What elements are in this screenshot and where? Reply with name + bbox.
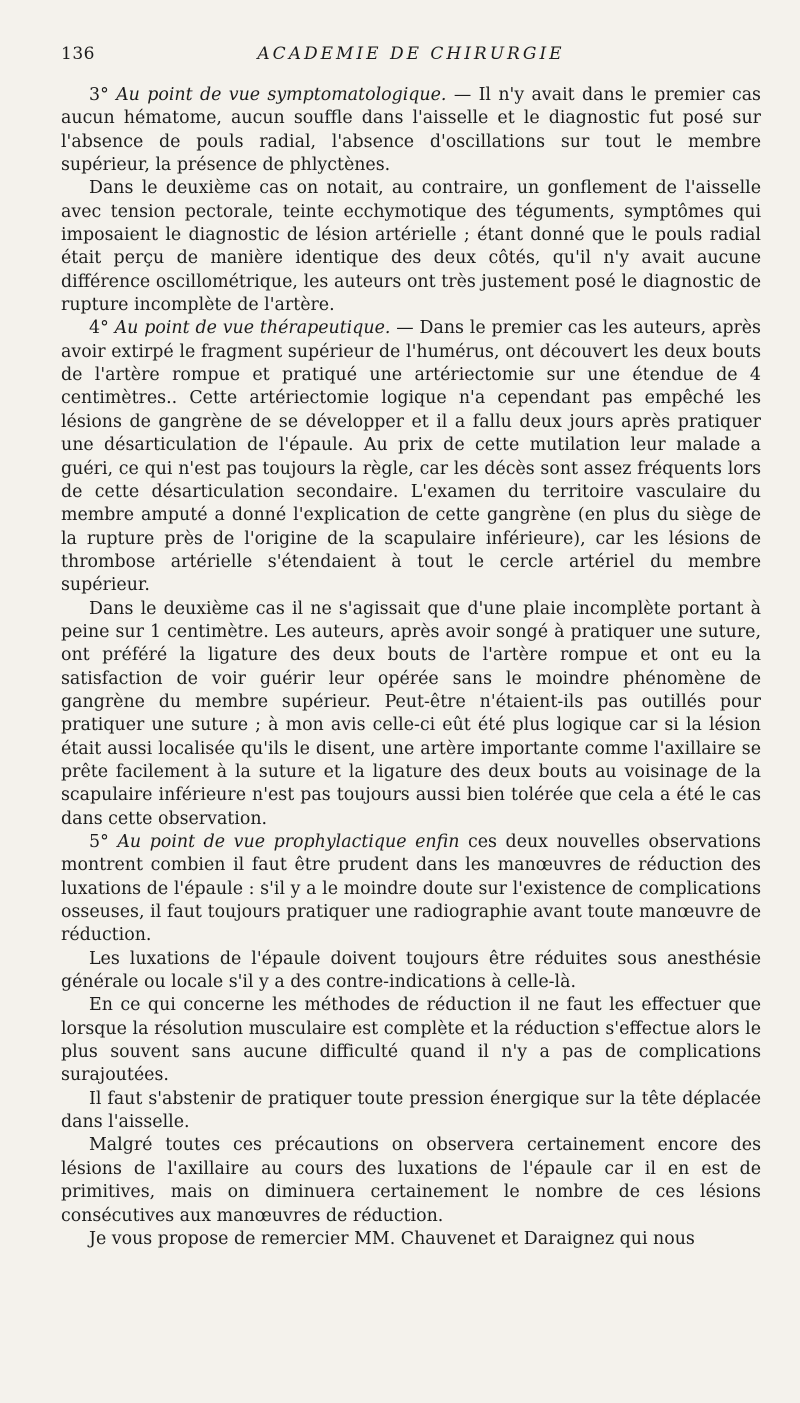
section-heading: Au point de vue symptomatologique. <box>116 85 447 105</box>
paragraph-therapeutics <box>61 317 761 597</box>
paragraph-text: Malgré toutes ces précautions on observera certainement encore des lésions de l'axillaire au cours des luxations de l'épaule car il en est de primitives, mais on diminuera certainement le nombre de ces lésions consécutives aux manœuvres de réduction. <box>61 1135 761 1226</box>
running-head <box>61 44 761 70</box>
section-heading: Au point de vue thérapeutique. <box>114 318 391 339</box>
paragraph-reduction-methods <box>61 994 761 1087</box>
paragraph-text: Il faut s'abstenir de pratiquer toute pression énergique sur la tête déplacée dans l'aisselle. <box>61 1088 761 1133</box>
section-number: 5° <box>89 832 118 852</box>
section-number: 3° <box>89 85 117 105</box>
paragraph-anesthesia <box>61 948 761 995</box>
paragraph-prophylaxis <box>61 831 761 948</box>
section-number: 4° <box>89 318 115 339</box>
paragraph-text: En ce qui concerne les méthodes de réduction il ne faut les effectuer que lorsque la résolution musculaire est complète et la réduction s'effectue alors le plus souvent sans aucune difficulté quand il n'y a pas de complications surajoutées. <box>61 995 761 1086</box>
paragraph-second-case-diagnosis <box>61 177 761 317</box>
paragraph-symptomatology <box>61 84 761 177</box>
paragraph-second-case-treatment <box>61 598 761 831</box>
paragraph-pressure-warning <box>61 1088 761 1135</box>
journal-title: ACADEMIE DE CHIRURGIE <box>257 44 565 64</box>
paragraph-text: Je vous propose de remercier MM. Chauvenet et Daraignez qui nous <box>89 1228 695 1249</box>
document-page <box>0 44 800 1403</box>
page-number: 136 <box>61 44 95 64</box>
paragraph-text: ces deux nouvelles observations montrent combien il faut être prudent dans les manœuvres de réduction des luxations de l'épaule : s'il y a le moindre doute sur l'existence de complications osseuses, il faut toujours pratiquer une radiographie avant toute manœuvre de réduction. <box>61 832 761 946</box>
section-heading: Au point de vue prophylactique enfin <box>117 832 460 852</box>
paragraph-closing <box>61 1228 761 1251</box>
body-text <box>61 84 761 1251</box>
paragraph-text: — Dans le premier cas les auteurs, après avoir extirpé le fragment supérieur de l'humérus, ont découvert les deux bouts de l'artère rompue et pratiqué une artériectomie sur une étendue de 4 centimètres.. Cette artériectomie logique n'a cependant pas empêché les lésions de gangrène de se développer et il a fallu deux jours après pratiquer une désarticulation de l'épaule. Au prix de cette mutilation leur malade a guéri, ce qui n'est pas toujours la règle, car les décès sont assez fréquents lors de cette désarticulation secondaire. L'examen du territoire vasculaire du membre amputé a donné l'explication de cette gangrène (en plus du siège de la rupture près de l'origine de la scapulaire inférieure), car les lésions de thrombose artérielle s'étendaient à tout le cercle artériel du membre supérieur. <box>61 318 761 596</box>
paragraph-text: — Il n'y avait dans le premier cas aucun hématome, aucun souffle dans l'aisselle et le diagnostic fut posé sur l'absence de pouls radial, l'absence d'oscillations sur tout le membre supérieur, la présence de phlyctènes. <box>61 85 761 176</box>
paragraph-precautions <box>61 1134 761 1227</box>
paragraph-text: Les luxations de l'épaule doivent toujours être réduites sous anesthésie générale ou locale s'il y a des contre-indications à celle-là. <box>61 948 761 993</box>
paragraph-text: Dans le deuxième cas on notait, au contraire, un gonflement de l'aisselle avec tension pectorale, teinte ecchymotique des téguments, symptômes qui imposaient le diagnostic de lésion artérielle ; étant donné que le pouls radial était perçu de manière identique des deux côtés, qu'il n'y avait aucune différence oscillométrique, les auteurs ont très justement posé le diagnostic de rupture incomplète de l'artère. <box>61 178 761 316</box>
paragraph-text: Dans le deuxième cas il ne s'agissait que d'une plaie incomplète portant à peine sur 1 centimètre. Les auteurs, après avoir songé à pratiquer une suture, ont préféré la ligature des deux bouts de l'artère rompue et ont eu la satisfaction de voir guérir leur opérée sans le moindre phénomène de gangrène du membre supérieur. Peut-être n'étaient-ils pas outillés pour pratiquer une suture ; à mon avis celle-ci eût été plus logique car si la lésion était aussi localisée qu'ils le disent, une artère importante comme l'axillaire se prête facilement à la suture et la ligature des deux bouts au voisinage de la scapulaire inférieure n'est pas toujours aussi bien tolérée que cela a été le cas dans cette observation. <box>61 598 761 829</box>
